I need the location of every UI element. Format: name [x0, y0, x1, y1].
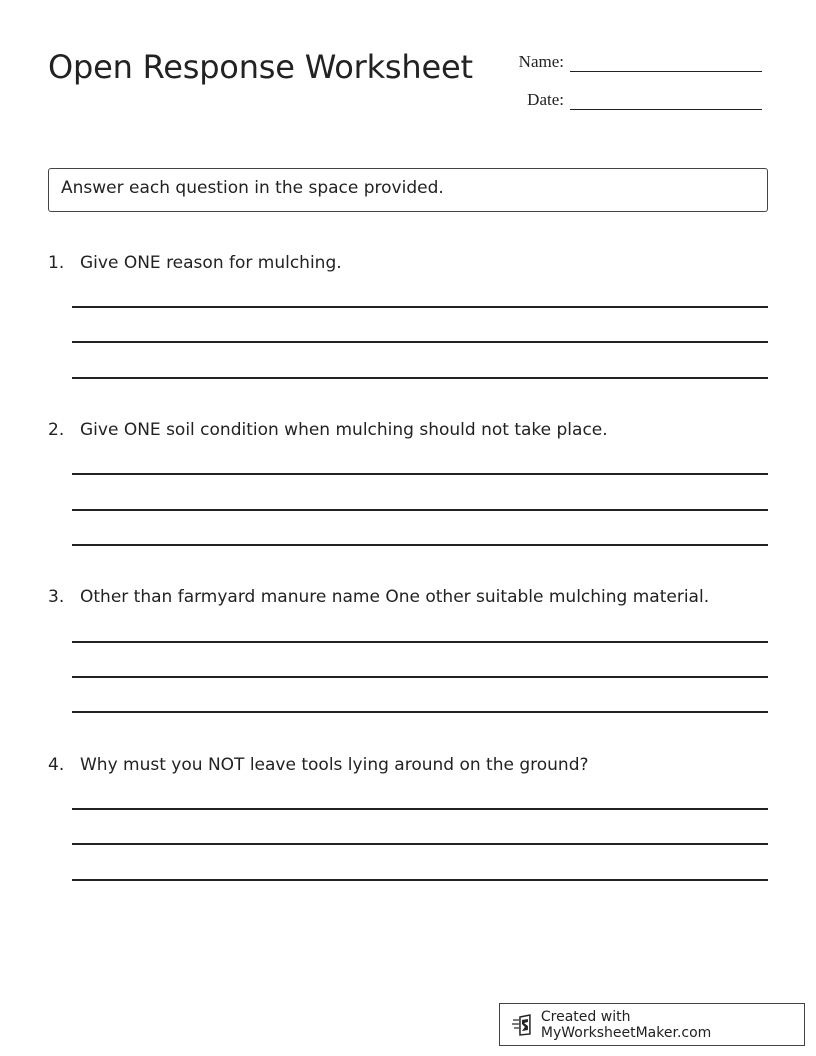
question-text: Give ONE reason for mulching. [80, 253, 342, 273]
name-label: Name: [518, 52, 564, 71]
answer-line[interactable] [72, 711, 768, 713]
footer-text: Created with MyWorksheetMaker.com [540, 1008, 712, 1041]
question-number: 1. [48, 253, 65, 273]
question-1 [48, 251, 768, 275]
answer-line[interactable] [72, 341, 768, 343]
question-text: Other than farmyard manure name One other suitable mulching material. [80, 587, 710, 607]
date-field [506, 90, 762, 110]
date-input-line[interactable] [570, 90, 762, 110]
question-number: 3. [48, 587, 65, 607]
question-3 [48, 585, 768, 609]
answer-line[interactable] [72, 509, 768, 511]
question-number: 4. [48, 755, 65, 775]
question-number: 2. [48, 420, 65, 440]
date-label: Date: [527, 90, 564, 109]
instructions-box: Answer each question in the space provided. [48, 168, 768, 212]
answer-line[interactable] [72, 879, 768, 881]
name-input-line[interactable] [570, 52, 762, 72]
question-text: Give ONE soil condition when mulching should not take place. [80, 420, 608, 440]
answer-line[interactable] [72, 544, 768, 546]
answer-line[interactable] [72, 843, 768, 845]
answer-line[interactable] [72, 473, 768, 475]
footer-credit[interactable] [499, 1003, 805, 1046]
answer-line[interactable] [72, 676, 768, 678]
answer-line[interactable] [72, 641, 768, 643]
myworksheetmaker-logo-icon [512, 1014, 534, 1036]
answer-line[interactable] [72, 377, 768, 379]
question-4 [48, 753, 768, 777]
answer-line[interactable] [72, 306, 768, 308]
page-title: Open Response Worksheet [48, 48, 473, 86]
name-field [506, 52, 762, 72]
question-text: Why must you NOT leave tools lying around on the ground? [80, 755, 589, 775]
question-2 [48, 418, 768, 442]
answer-line[interactable] [72, 808, 768, 810]
